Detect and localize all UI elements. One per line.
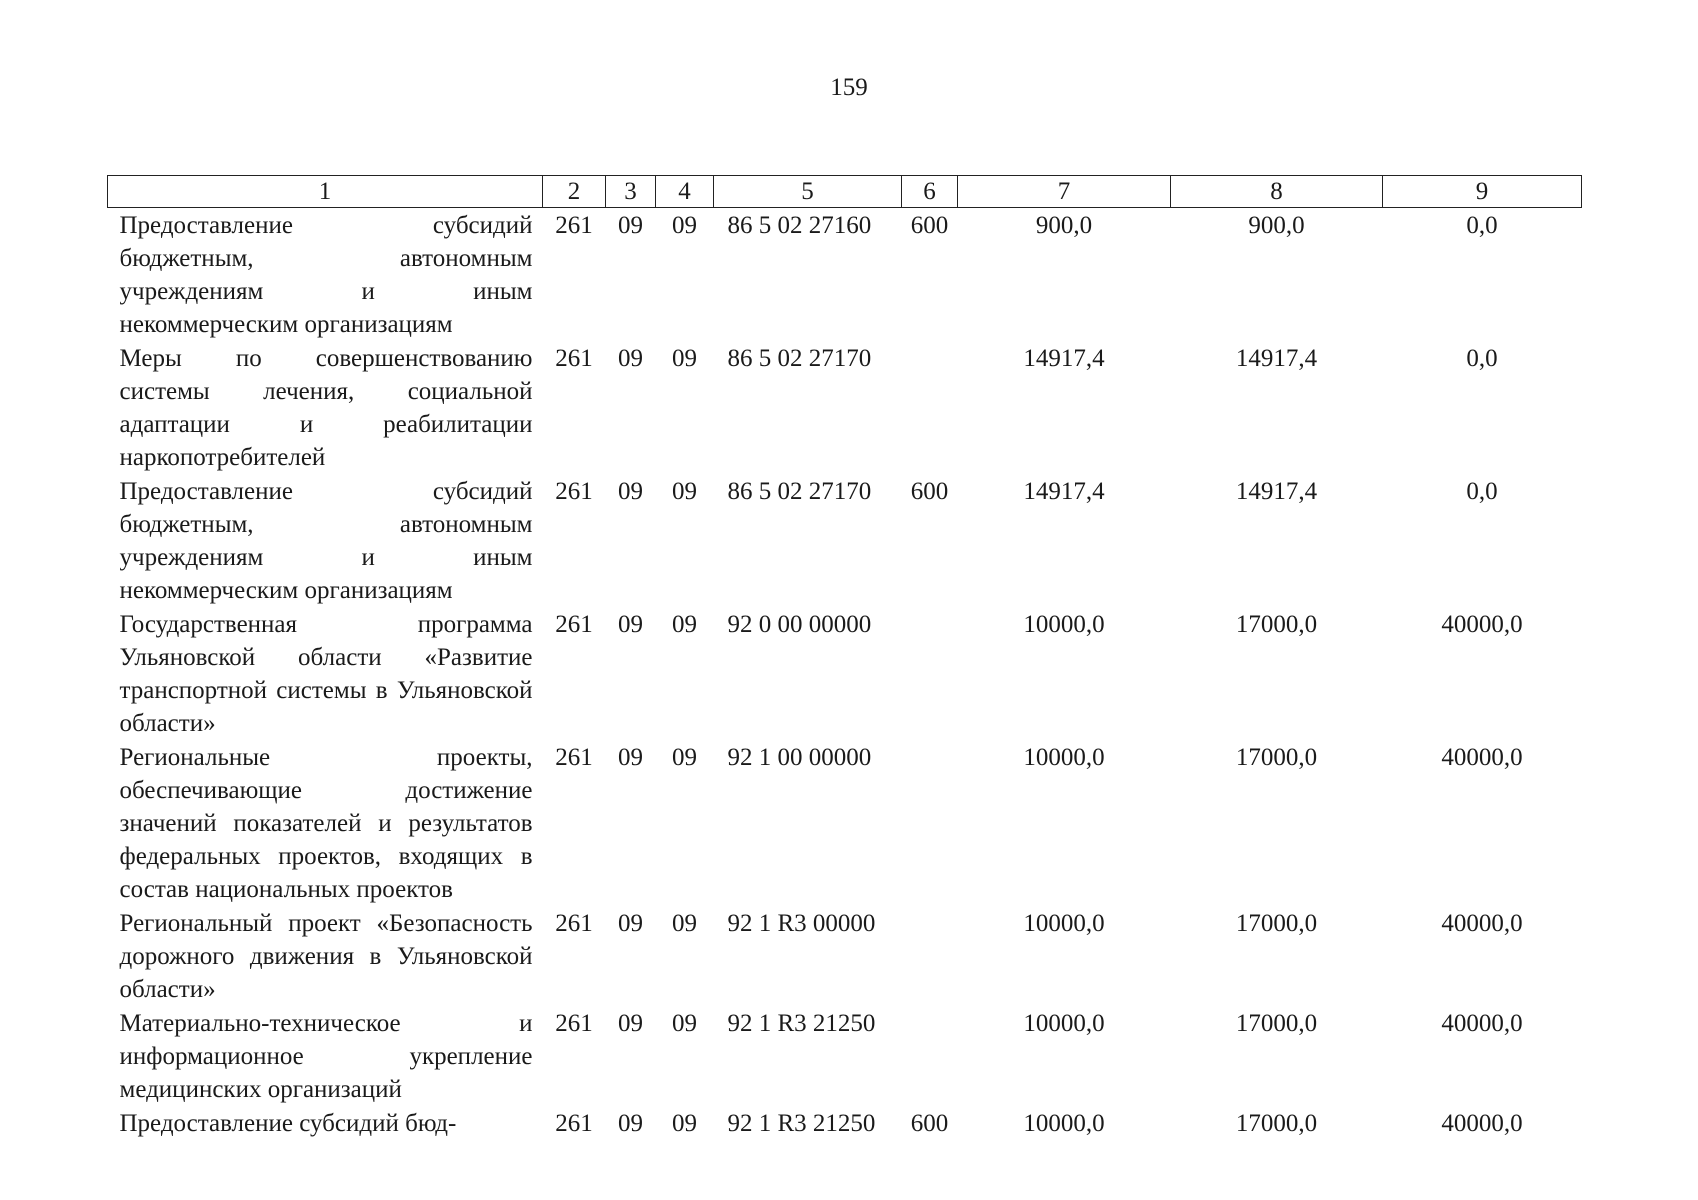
cell-subsection: 09: [672, 345, 697, 372]
cell-amount-2: 900,0: [1248, 212, 1305, 239]
table-row: [108, 208, 1582, 342]
cell-expense-type: [902, 906, 958, 1006]
header-row: [108, 176, 1582, 208]
cell-target-code: 86 5 02 27170: [727, 478, 872, 505]
budget-table: [107, 175, 1582, 1140]
cell-amount-2: 14917,4: [1235, 345, 1318, 372]
cell-admin-code: 261: [555, 212, 593, 239]
cell-amount-2: 17000,0: [1235, 1110, 1318, 1137]
cell-amount-3: 0,0: [1466, 478, 1498, 505]
cell-amount-3: 40000,0: [1441, 1010, 1523, 1037]
cell-admin-code: 261: [555, 1010, 593, 1037]
cell-expense-type: [902, 341, 958, 474]
cell-subsection: 09: [672, 910, 697, 937]
table-row: [108, 474, 1582, 607]
cell-expense-type: [902, 1006, 958, 1106]
cell-admin-code: 261: [555, 910, 593, 937]
cell-admin-code: 261: [555, 611, 593, 638]
column-header-7: 7: [958, 176, 1171, 208]
cell-expense-type: 600: [910, 1110, 949, 1137]
cell-subsection: 09: [672, 1010, 697, 1037]
cell-subsection: 09: [672, 478, 697, 505]
row-description: Региональный проект «Безопасность дорожного движения в Ульяновской области»: [119, 910, 533, 1003]
cell-amount-2: 17000,0: [1235, 611, 1318, 638]
cell-target-code: 92 0 00 00000: [727, 611, 872, 638]
cell-admin-code: 261: [555, 744, 593, 771]
table-row: [108, 607, 1582, 740]
cell-amount-1: 10000,0: [1023, 744, 1105, 771]
cell-subsection: 09: [672, 744, 697, 771]
column-header-4: 4: [656, 176, 714, 208]
column-header-2: 2: [543, 176, 606, 208]
table-row: [108, 1106, 1582, 1140]
cell-amount-3: 40000,0: [1441, 744, 1523, 771]
cell-section: 09: [618, 744, 643, 771]
row-description: Меры по совершенствованию системы лечения, социальной адаптации и реабилитации наркопотребителей: [119, 345, 533, 471]
row-description: Предоставление субсидий бюд-: [119, 1110, 457, 1137]
cell-expense-type: [902, 607, 958, 740]
cell-admin-code: 261: [555, 345, 593, 372]
cell-amount-3: 0,0: [1466, 212, 1498, 239]
cell-amount-2: 17000,0: [1235, 910, 1318, 937]
column-header-9: 9: [1383, 176, 1582, 208]
cell-amount-3: 40000,0: [1441, 1110, 1523, 1137]
cell-subsection: 09: [672, 212, 697, 239]
cell-amount-2: 17000,0: [1235, 744, 1318, 771]
cell-amount-1: 14917,4: [1023, 478, 1105, 505]
cell-amount-1: 10000,0: [1023, 910, 1105, 937]
cell-admin-code: 261: [555, 1110, 593, 1137]
table-row: [108, 341, 1582, 474]
cell-amount-3: 40000,0: [1441, 611, 1523, 638]
cell-amount-2: 14917,4: [1235, 478, 1318, 505]
row-description: Материально-техническое и информационное укрепление медицинских организаций: [119, 1010, 533, 1103]
cell-amount-1: 10000,0: [1023, 611, 1105, 638]
cell-target-code: 92 1 R3 21250: [727, 1110, 876, 1137]
page-number: 159: [830, 74, 868, 101]
cell-amount-1: 900,0: [1035, 212, 1093, 239]
cell-subsection: 09: [672, 611, 697, 638]
cell-amount-1: 10000,0: [1023, 1110, 1105, 1137]
column-header-1: 1: [108, 176, 543, 208]
cell-amount-3: 40000,0: [1441, 910, 1523, 937]
cell-target-code: 86 5 02 27160: [727, 212, 872, 239]
cell-amount-3: 0,0: [1466, 345, 1498, 372]
cell-section: 09: [618, 212, 643, 239]
cell-target-code: 92 1 00 00000: [727, 744, 872, 771]
column-header-5: 5: [714, 176, 902, 208]
row-description: Предоставление субсидий бюджетным, автономным учреждениям и иным некоммерческим организациям: [119, 212, 533, 338]
cell-amount-1: 14917,4: [1023, 345, 1105, 372]
cell-expense-type: 600: [910, 478, 949, 505]
table-row: [108, 740, 1582, 906]
cell-admin-code: 261: [555, 478, 593, 505]
cell-section: 09: [618, 345, 643, 372]
table-row: [108, 1006, 1582, 1106]
column-header-8: 8: [1171, 176, 1383, 208]
cell-section: 09: [618, 1110, 643, 1137]
cell-target-code: 86 5 02 27170: [727, 345, 872, 372]
cell-section: 09: [618, 1010, 643, 1037]
row-description: Региональные проекты, обеспечивающие достижение значений показателей и результатов федеральных проектов, входящих в состав национальных проектов: [119, 744, 533, 903]
column-header-3: 3: [606, 176, 656, 208]
cell-amount-1: 10000,0: [1023, 1010, 1105, 1037]
cell-amount-2: 17000,0: [1235, 1010, 1318, 1037]
column-header-6: 6: [902, 176, 958, 208]
cell-subsection: 09: [672, 1110, 697, 1137]
table-row: [108, 906, 1582, 1006]
cell-expense-type: 600: [910, 212, 949, 239]
cell-section: 09: [618, 478, 643, 505]
cell-section: 09: [618, 910, 643, 937]
cell-target-code: 92 1 R3 21250: [727, 1010, 876, 1037]
cell-target-code: 92 1 R3 00000: [727, 910, 876, 937]
cell-section: 09: [618, 611, 643, 638]
row-description: Предоставление субсидий бюджетным, автономным учреждениям и иным некоммерческим организациям: [119, 478, 533, 604]
row-description: Государственная программа Ульяновской области «Развитие транспортной системы в Ульяновской области»: [119, 611, 533, 737]
cell-expense-type: [902, 740, 958, 906]
